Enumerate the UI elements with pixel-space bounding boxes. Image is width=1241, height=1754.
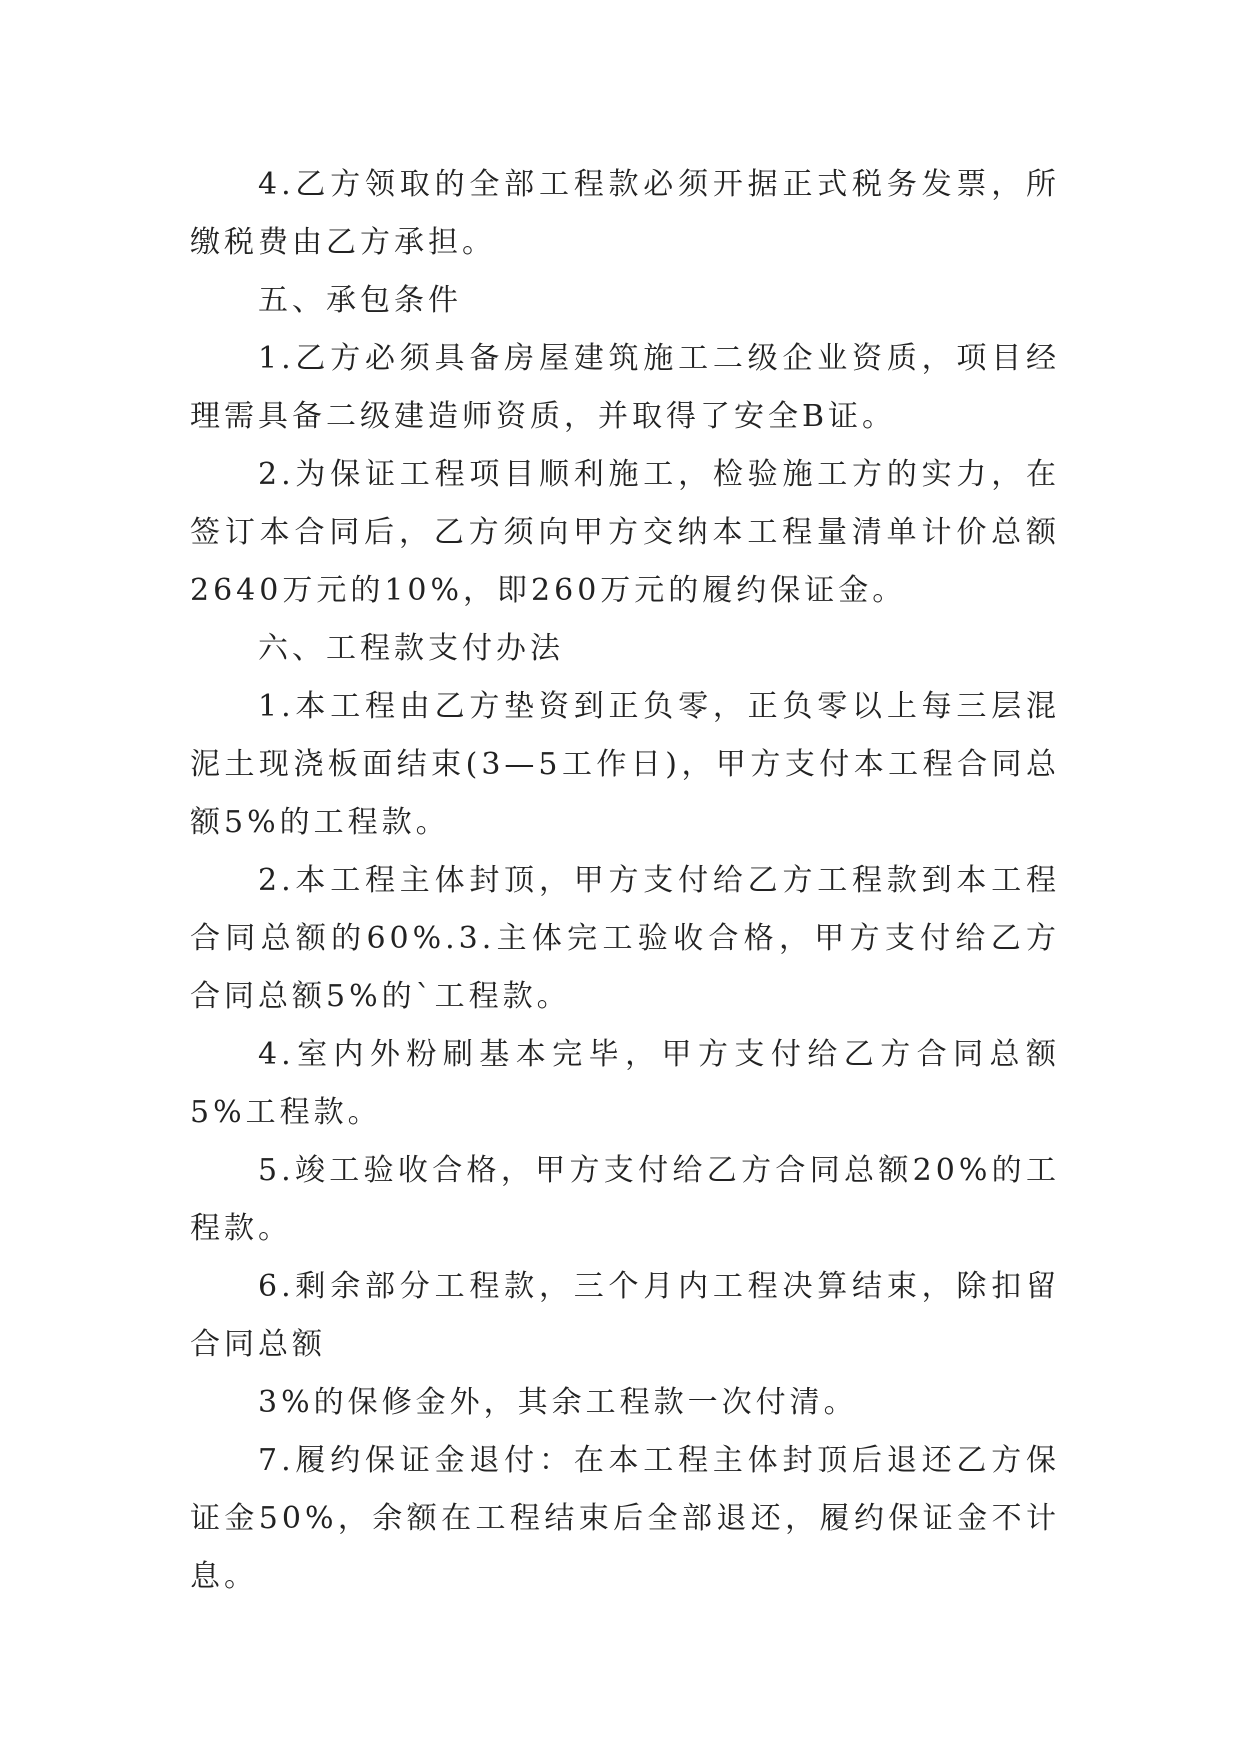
paragraph-payment-6: 6.剩余部分工程款，三个月内工程决算结束，除扣留合同总额: [190, 1269, 1060, 1362]
paragraph-qualification: 1.乙方必须具备房屋建筑施工二级企业资质，项目经理需具备二级建造师资质，并取得了安全B证。: [190, 341, 1060, 434]
paragraph-payment-1: 1.本工程由乙方垫资到正负零，正负零以上每三层混泥土现浇板面结束(3—5工作日)，甲方支付本工程合同总额5%的工程款。: [190, 689, 1060, 840]
section-heading-payment-method: 六、工程款支付办法: [258, 631, 564, 666]
paragraph-payment-7: 7.履约保证金退付：在本工程主体封顶后退还乙方保证金50%，余额在工程结束后全部退还，履约保证金不计息。: [190, 1443, 1060, 1594]
paragraph-payment-6-continued: 3%的保修金外，其余工程款一次付清。: [258, 1385, 858, 1420]
paragraph-payment-5: 5.竣工验收合格，甲方支付给乙方合同总额20%的工程款。: [190, 1153, 1060, 1246]
paragraph-payment-2-3: 2.本工程主体封顶，甲方支付给乙方工程款到本工程合同总额的60%.3.主体完工验收合格，甲方支付给乙方合同总额5%的`工程款。: [190, 863, 1060, 1014]
paragraph-invoice-tax: 4.乙方领取的全部工程款必须开据正式税务发票，所缴税费由乙方承担。: [190, 167, 1060, 260]
section-heading-contract-conditions: 五、承包条件: [258, 283, 462, 318]
paragraph-payment-4: 4.室内外粉刷基本完毕，甲方支付给乙方合同总额5%工程款。: [190, 1037, 1060, 1130]
document-body: [190, 156, 1060, 1606]
paragraph-performance-bond: 2.为保证工程项目顺利施工，检验施工方的实力，在签订本合同后，乙方须向甲方交纳本工程量清单计价总额2640万元的10%，即260万元的履约保证金。: [190, 457, 1060, 608]
